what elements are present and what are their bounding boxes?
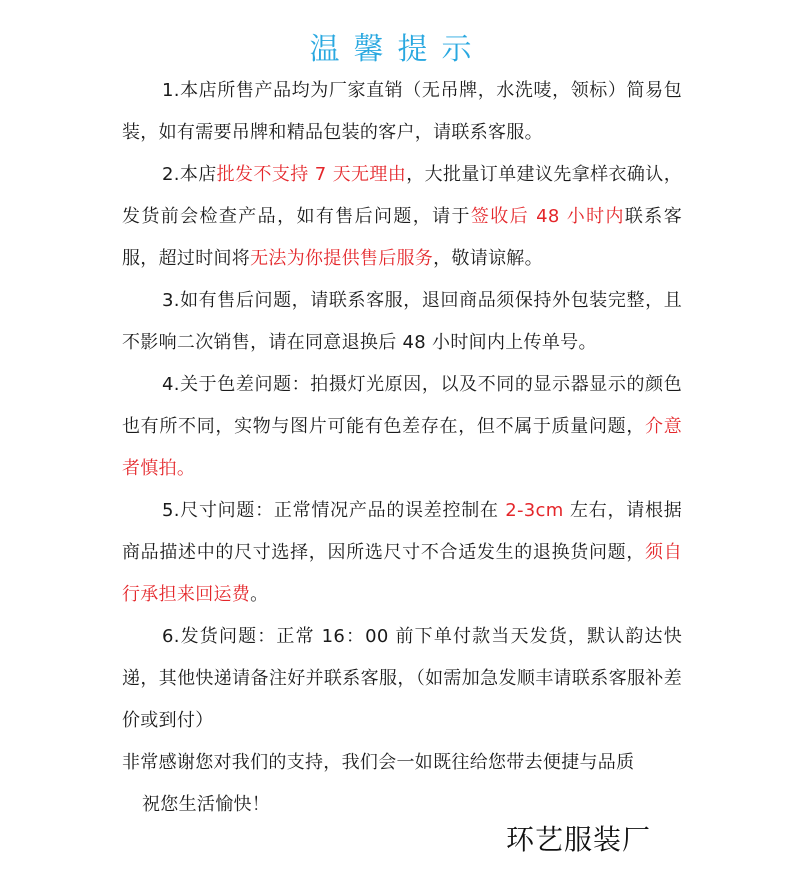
signature: 环艺服装厂 — [506, 823, 652, 856]
highlight-text: 无法为你提供售后服务 — [250, 248, 434, 269]
notice-text: 5.尺寸问题：正常情况产品的误差控制在 — [162, 500, 506, 521]
notice-text: 联系客服，超过时间将 — [122, 206, 682, 269]
highlight-text: 2-3cm — [505, 500, 564, 521]
notice-item — [122, 70, 682, 154]
highlight-text: 须自行承担来回运费 — [122, 542, 682, 605]
highlight-text: 批发不支持 7 天无理由 — [216, 164, 407, 185]
notice-text: 1.本店所售产品均为厂家直销（无吊牌，水洗唛，领标）简易包装，如有需要吊牌和精品包装的客户，请联系客服。 — [122, 80, 682, 143]
notice-item — [122, 490, 682, 616]
notice-text: 左右，请根据商品描述中的尺寸选择，因所选尺寸不合适发生的退换货问题， — [122, 500, 682, 563]
closing-text: 祝您生活愉快！ — [142, 794, 271, 815]
notice-text: 3.如有售后问题，请联系客服，退回商品须保持外包装完整，且不影响二次销售，请在同意退换后 48 小时间内上传单号。 — [122, 290, 682, 353]
notice-item — [122, 280, 682, 364]
highlight-text: 签收后 48 小时内 — [470, 206, 625, 227]
notice-item — [122, 364, 682, 490]
notice-text: ，大批量订单建议先拿样衣确认，发货前会检查产品，如有售后问题，请于 — [122, 164, 682, 227]
notice-content — [122, 70, 682, 826]
notice-text: 4.关于色差问题：拍摄灯光原因，以及不同的显示器显示的颜色也有所不同，实物与图片可能有色差存在，但不属于质量问题， — [122, 374, 682, 437]
notice-item — [122, 616, 682, 742]
page-title: 温馨提示 — [309, 32, 486, 67]
highlight-text: 介意者慎拍。 — [122, 416, 682, 479]
notice-text: 。 — [250, 584, 269, 605]
notice-item — [122, 154, 682, 280]
notice-text: ，敬请谅解。 — [433, 248, 543, 269]
notice-list — [122, 70, 682, 742]
notice-text: 2.本店 — [162, 164, 217, 185]
notice-text: 6.发货问题：正常 16：00 前下单付款当天发货，默认韵达快递，其他快递请备注好并联系客服，（如需加急发顺丰请联系客服补差价或到付） — [122, 626, 682, 731]
thanks-text: 非常感谢您对我们的支持，我们会一如既往给您带去便捷与品质 — [122, 752, 635, 773]
